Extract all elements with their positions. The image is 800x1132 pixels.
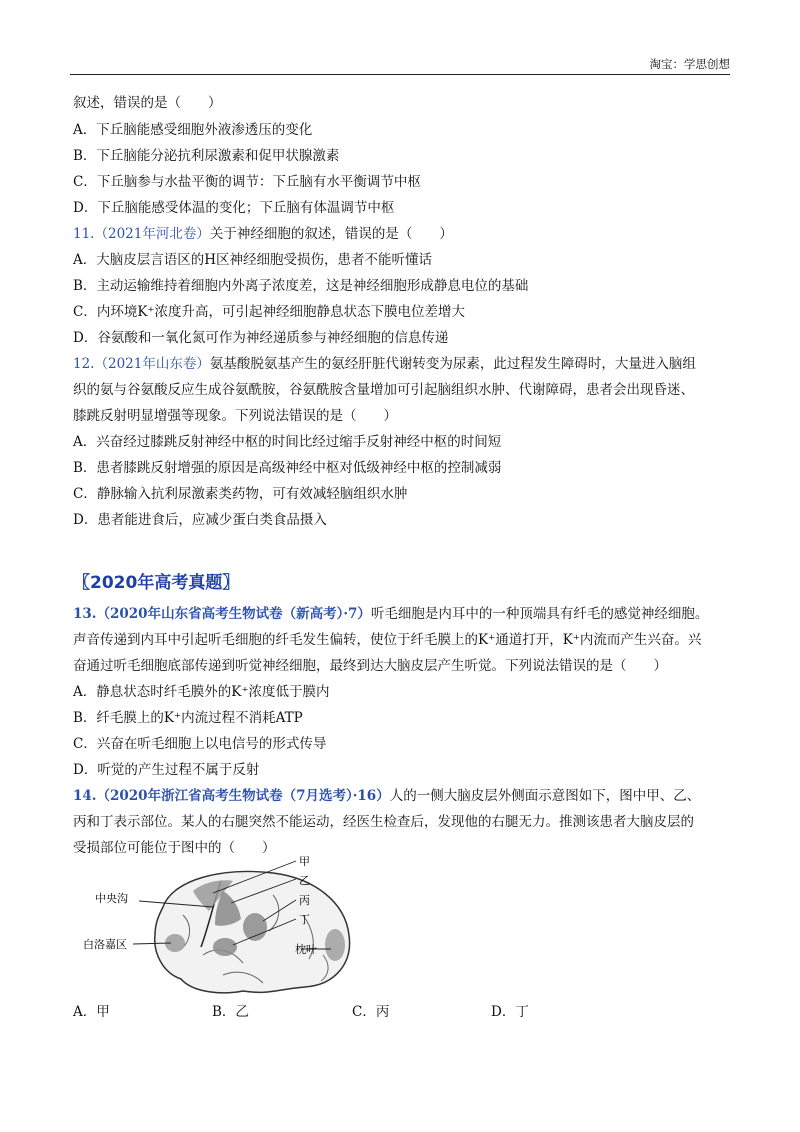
q14-option-d: D．丁 <box>491 1004 529 1020</box>
label-central-sulcus: 中央沟 <box>95 892 128 905</box>
q12-source: （2021年山东卷） <box>94 356 210 372</box>
q12-option-c: C．静脉输入抗利尿激素类药物，可有效减轻脑组织水肿 <box>73 486 408 502</box>
label-jia: 甲 <box>299 855 310 868</box>
q10-option-c: C．下丘脑参与水盐平衡的调节：下丘脑有水平衡调节中枢 <box>73 174 421 190</box>
q11-number: 11. <box>73 226 95 242</box>
section-title: 〖2020年高考真题〗 <box>73 573 240 593</box>
q13-source: （2020年山东省高考生物试卷（新高考）·7） <box>96 606 371 622</box>
header-text: 淘宝：学思创想 <box>649 57 730 71</box>
q13-option-d: D．听觉的产生过程不属于反射 <box>73 762 260 778</box>
q13-text-line-2: 声音传递到内耳中引起听毛细胞的纤毛发生偏转，使位于纤毛膜上的K⁺通道打开，K⁺内流而产生兴奋。兴 <box>73 632 702 648</box>
q14-number: 14. <box>73 788 97 804</box>
q12-text-line-2: 织的氨与谷氨酸反应生成谷氨酰胺，谷氨酰胺含量增加可引起脑组织水肿、代谢障碍，患者会出现昏迷、 <box>73 382 694 398</box>
q14-option-c: C．丙 <box>352 1004 390 1020</box>
q14-text-line-1: 人的一侧大脑皮层外侧面示意图如下，图中甲、乙、 <box>389 788 701 804</box>
question-14-stem <box>73 786 700 806</box>
q13-text-line-1: 听毛细胞是内耳中的一种顶端具有纤毛的感觉神经细胞。 <box>370 606 709 622</box>
region-bing <box>243 913 267 941</box>
q10-option-b: B．下丘脑能分泌抗利尿激素和促甲状腺激素 <box>73 148 340 164</box>
q13-number: 13. <box>73 606 97 622</box>
question-10-stem-tail: 叙述，错误的是（ ） <box>73 95 222 111</box>
q11-option-b: B．主动运输维持着细胞内外离子浓度差，这是神经细胞形成静息电位的基础 <box>73 278 529 294</box>
q13-option-c: C．兴奋在听毛细胞上以电信号的形式传导 <box>73 736 327 752</box>
q11-option-d: D．谷氨酸和一氧化氮可作为神经递质参与神经细胞的信息传递 <box>73 330 449 346</box>
q13-text-line-3: 奋通过听毛细胞底部传递到听觉神经细胞，最终到达大脑皮层产生听觉。下列说法错误的是（ ） <box>73 658 667 674</box>
q12-option-a: A．兴奋经过膝跳反射神经中枢的时间比经过缩手反射神经中枢的时间短 <box>73 434 502 450</box>
q14-text-line-3: 受损部位可能位于图中的（ ） <box>73 840 276 856</box>
q12-option-b: B．患者膝跳反射增强的原因是高级神经中枢对低级神经中枢的控制减弱 <box>73 460 502 476</box>
q14-option-a: A．甲 <box>73 1004 110 1020</box>
q13-option-b: B．纤毛膜上的K⁺内流过程不消耗ATP <box>73 710 303 726</box>
question-11-stem <box>73 224 453 244</box>
q11-option-c: C．内环境K⁺浓度升高，可引起神经细胞静息状态下膜电位差增大 <box>73 304 466 320</box>
label-ding: 丁 <box>299 913 310 926</box>
region-ding <box>213 938 237 956</box>
q10-option-a: A．下丘脑能感受细胞外液渗透压的变化 <box>73 122 313 138</box>
q11-text: 关于神经细胞的叙述，错误的是（ ） <box>209 226 453 242</box>
region-occipital <box>325 929 345 961</box>
question-13-stem <box>73 604 708 624</box>
label-broca: 白洛嘉区 <box>83 938 127 951</box>
label-yi: 乙 <box>299 874 310 887</box>
q14-option-b: B．乙 <box>212 1004 249 1020</box>
q13-option-a: A．静息状态时纤毛膜外的K⁺浓度低于膜内 <box>73 684 330 700</box>
page-header <box>70 56 730 75</box>
q14-source: （2020年浙江省高考生物试卷（7月选考）·16） <box>96 788 390 804</box>
q10-option-d: D．下丘脑能感受体温的变化；下丘脑有体温调节中枢 <box>73 200 395 216</box>
q11-option-a: A．大脑皮层言语区的H区神经细胞受损伤，患者不能听懂话 <box>73 252 433 268</box>
q12-text-line-3: 膝跳反射明显增强等现象。下列说法错误的是（ ） <box>73 408 397 424</box>
question-12-stem <box>73 354 696 374</box>
q12-number: 12. <box>73 356 95 372</box>
q12-option-d: D．患者能进食后，应减少蛋白类食品摄入 <box>73 512 327 528</box>
brain-cortex-figure <box>73 845 373 995</box>
q14-text-line-2: 丙和丁表示部位。某人的右腿突然不能运动，经医生检查后，发现他的右腿无力。推测该患者大脑皮层的 <box>73 814 694 830</box>
label-occipital: 枕叶 <box>295 943 317 956</box>
q12-text-line-1: 氨基酸脱氨基产生的氨经肝脏代谢转变为尿素，此过程发生障碍时，大量进入脑组 <box>209 356 696 372</box>
q11-source: （2021年河北卷） <box>94 226 210 242</box>
label-bing: 丙 <box>299 894 310 907</box>
